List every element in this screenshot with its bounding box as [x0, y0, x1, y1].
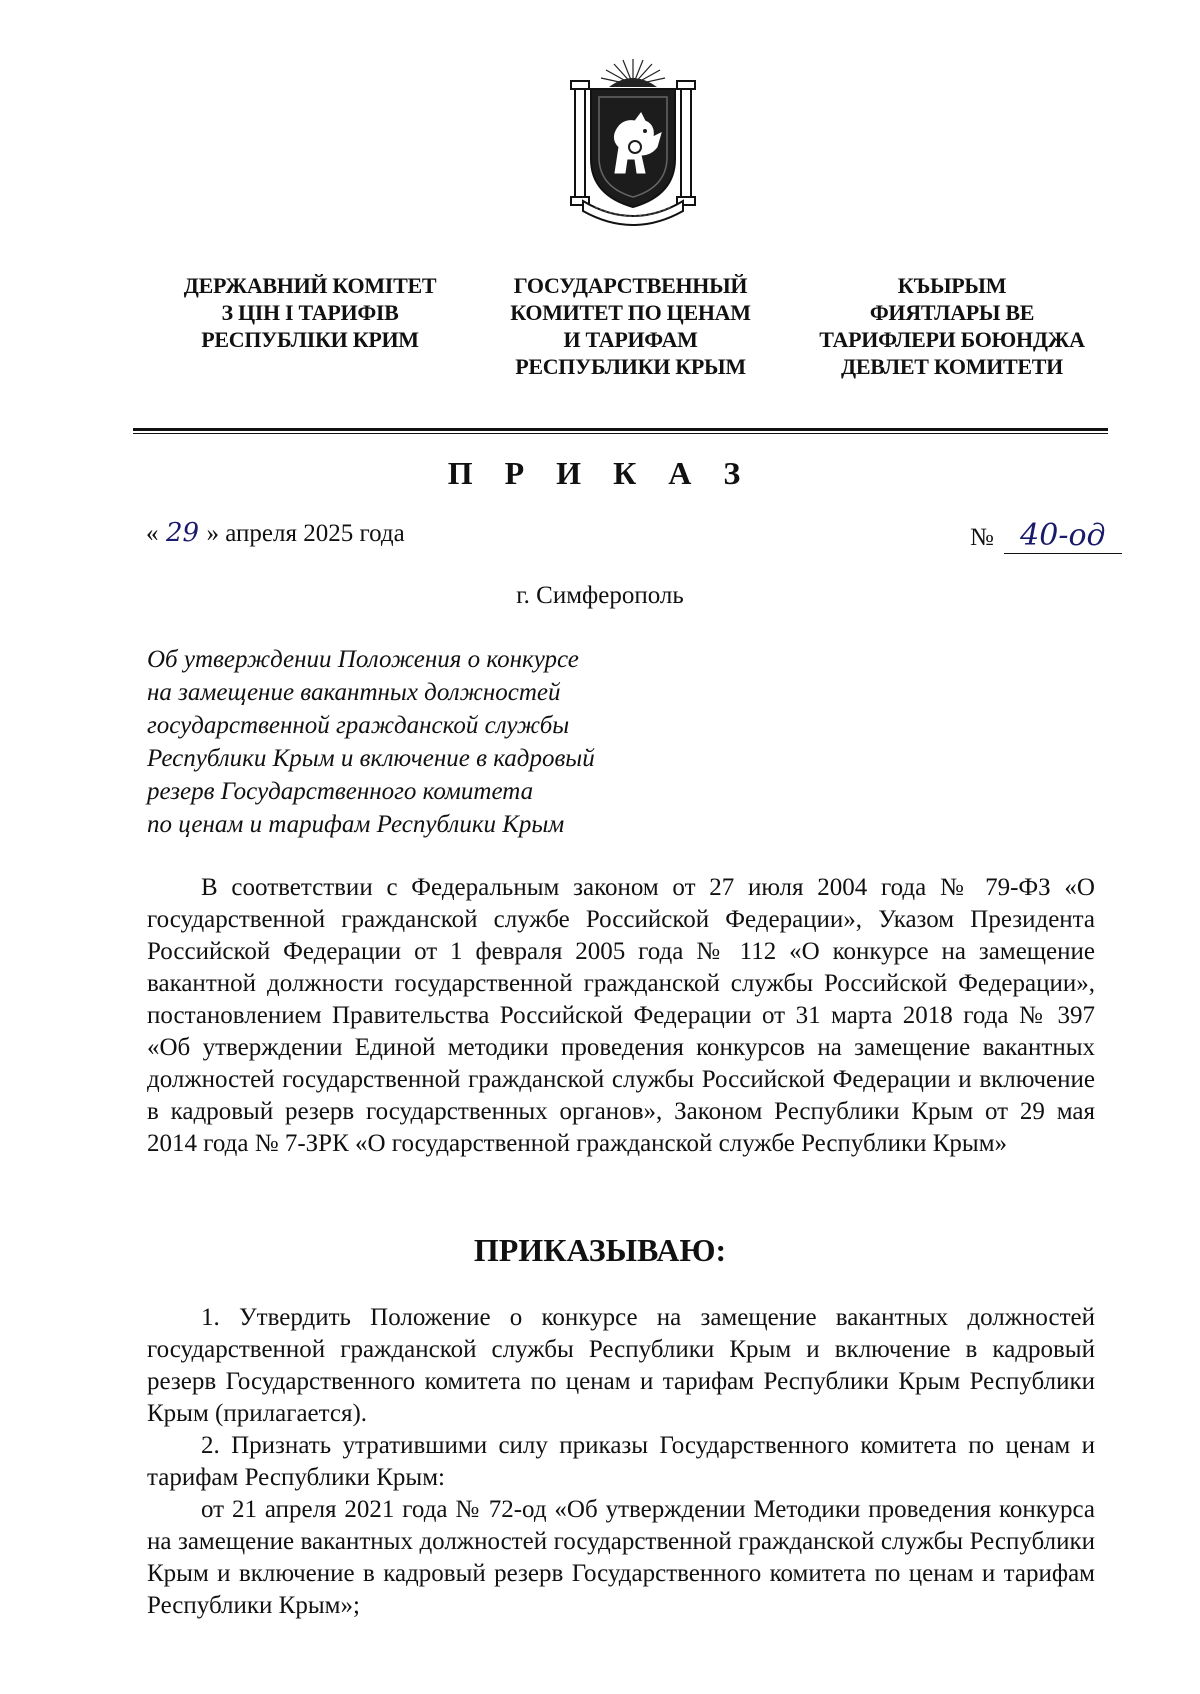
- date-open-quote: «: [146, 520, 159, 547]
- header-ukrainian: [155, 272, 465, 353]
- document-subject: [147, 643, 595, 841]
- subject-line: по ценам и тарифам Республики Крым: [147, 811, 565, 838]
- header-line: КОМИТЕТ ПО ЦЕНАМ: [510, 300, 751, 325]
- order-word: ПРИКАЗЫВАЮ:: [473, 1232, 727, 1268]
- header-line: ФИЯТЛАРЫ ВЕ: [869, 300, 1035, 325]
- subject-line: Об утверждении Положения о конкурсе: [147, 646, 579, 673]
- header-line: ДЕРЖАВНИЙ КОМІТЕТ: [183, 273, 437, 298]
- header-line: ГОСУДАРСТВЕННЫЙ: [513, 273, 748, 298]
- subject-line: резерв Государственного комитета: [147, 778, 534, 805]
- header-line: ТАРИФЛЕРИ БОЮНДЖА: [819, 327, 1085, 352]
- order-item: от 21 апреля 2021 года № 72-од «Об утверждении Методики проведения конкурса на замещение вакантных должностей государственной гражданской службы Республики Крым и включение в кадровый резерв Государственного комитета по ценам и тарифам Республики Крым»;: [147, 1496, 1095, 1619]
- date-month-year: » апреля 2025 года: [206, 520, 405, 547]
- preamble-text: В соответствии с Федеральным законом от 27 июля 2004 года № 79-ФЗ «О государственной гражданской службе Российской Федерации», Указом Президента Российской Федерации от 1 февраля 2005 года № 112 «О конкурсе на замещение вакантной должности государственной гражданской службы Российской Федерации», постановлением Правительства Российской Федерации от 31 марта 2018 года № 397 «Об утверждении Единой методики проведения конкурсов на замещение вакантных должностей государственной гражданской службы Российской Федерации и включение в кадровый резерв государственных органов», Законом Республики Крым от 29 мая 2014 года № 7-ЗРК «О государственной гражданской службе Республики Крым»: [147, 874, 1095, 1157]
- header-line: ДЕВЛЕТ КОМИТЕТИ: [841, 354, 1063, 379]
- header-line: РЕСПУБЛИКИ КРЫМ: [515, 354, 746, 379]
- crimea-coat-of-arms-icon: [565, 55, 701, 227]
- header-divider: [133, 428, 1108, 431]
- header-line: И ТАРИФАМ: [563, 327, 698, 352]
- header-line: З ЦІН І ТАРИФІВ: [221, 300, 399, 325]
- number-prefix: №: [970, 524, 994, 551]
- header-crimean-tatar: [792, 272, 1112, 380]
- order-item: 1. Утвердить Положение о конкурсе на замещение вакантных должностей государственной гражданской службы Республики Крым и включение в кадровый резерв Государственного комитета по ценам и тарифам Республики Крым Республики Крым (прилагается).: [147, 1304, 1095, 1427]
- header-line: РЕСПУБЛІКИ КРИМ: [201, 327, 419, 352]
- subject-line: на замещение вакантных должностей: [147, 679, 561, 706]
- header-divider-thin: [133, 433, 1108, 434]
- header-line: КЪЫРЫМ: [897, 273, 1007, 298]
- date-day-handwritten: 29: [165, 518, 200, 548]
- order-item: 2. Признать утратившими силу приказы Государственного комитета по ценам и тарифам Республики Крым:: [147, 1432, 1095, 1491]
- order-items: [147, 1302, 1095, 1622]
- subject-line: государственной гражданской службы: [147, 712, 570, 739]
- header-russian: [478, 272, 783, 380]
- number-handwritten: 40-од: [1004, 518, 1122, 554]
- document-date: [146, 518, 405, 548]
- subject-line: Республики Крым и включение в кадровый: [147, 745, 595, 772]
- preamble: [147, 872, 1095, 1160]
- document-number: [970, 518, 1122, 554]
- document-city: г. Симферополь: [516, 582, 684, 609]
- document-title: П Р И К А З: [447, 455, 753, 491]
